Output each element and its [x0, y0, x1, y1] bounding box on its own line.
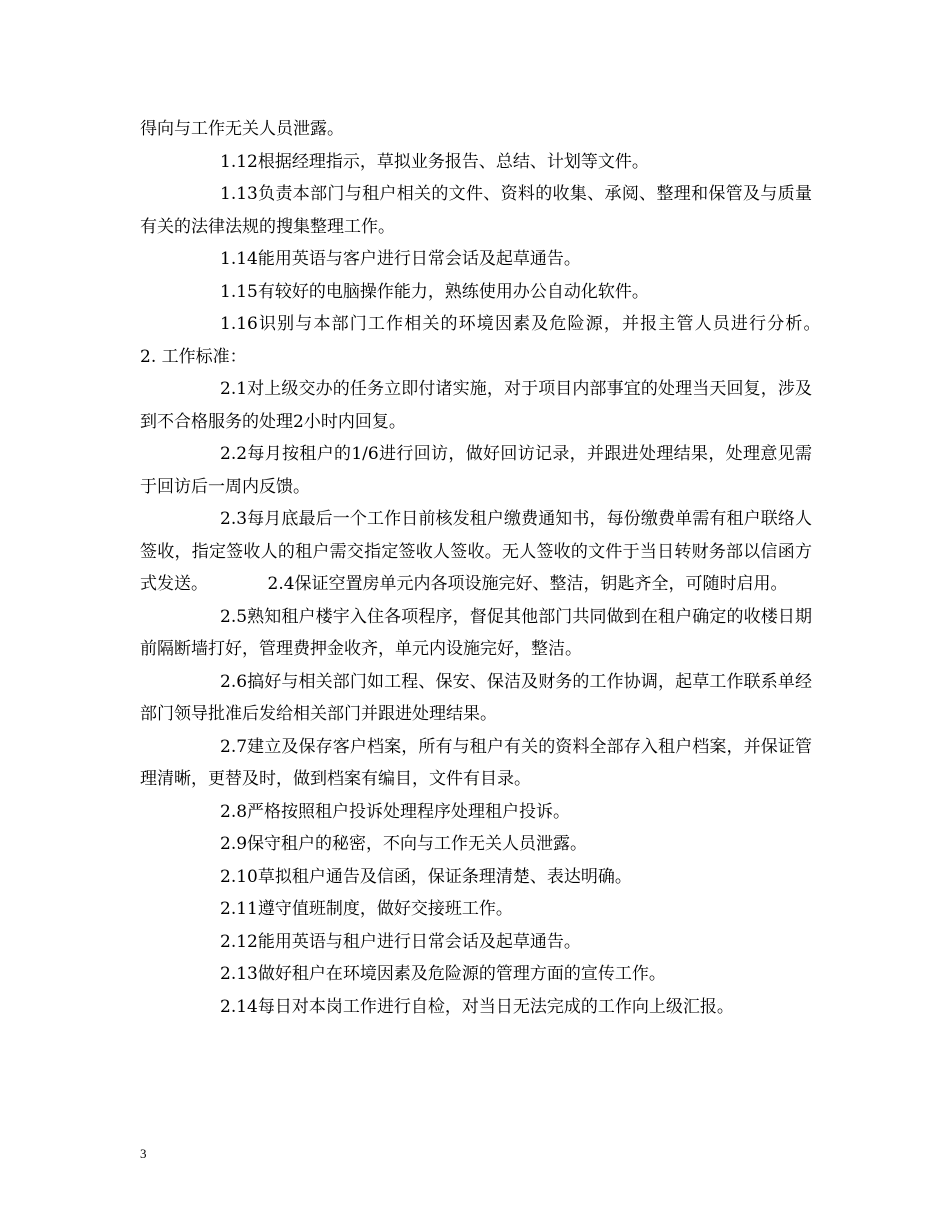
paragraph-12: 2.8严格按照租户投诉处理程序处理租户投诉。 [220, 801, 571, 822]
paragraph-5: 1.16识别与本部门工作相关的环境因素及危险源，并报主管人员进行分析。 2. 工作标准： [140, 314, 863, 367]
paragraph-18: 2.14每日对本岗工作进行自检，对当日无法完成的工作向上级汇报。 [220, 996, 734, 1017]
paragraph-15: 2.11遵守值班制度，做好交接班工作。 [220, 899, 513, 919]
paragraph-11: 2.7建立及保存客户档案，所有与租户有关的资料全部存入租户档案，并保证管理清晰，更替及时，做到档案有编目，文件有目录。 [140, 736, 812, 789]
paragraph-14: 2.10草拟租户通告及信函，保证条理清楚、表达明确。 [220, 866, 632, 887]
page-number: 3 [140, 1146, 147, 1161]
paragraph-8: 2.3每月底最后一个工作日前核发租户缴费通知书，每份缴费单需有租户联络人签收，指定签收人的租户需交指定签收人签收。无人签收的文件于当日转财务部以信函方式发送。 2.4保证空置房单元内各项设施完好、整洁，钥匙齐全，可随时启用。 [140, 509, 812, 594]
paragraph-1: 1.12根据经理指示，草拟业务报告、总结、计划等文件。 [220, 151, 649, 172]
paragraph-7: 2.2每月按租户的1/6进行回访，做好回访记录，并跟进处理结果，处理意见需于回访后一周内反馈。 [140, 444, 812, 497]
paragraph-3: 1.14能用英语与客户进行日常会话及起草通告。 [220, 249, 581, 269]
paragraph-16: 2.12能用英语与租户进行日常会话及起草通告。 [220, 931, 581, 952]
paragraph-9: 2.5熟知租户楼宇入住各项程序，督促其他部门共同做到在租户确定的收楼日期前隔断墙打好，管理费押金收齐，单元内设施完好，整洁。 [140, 606, 812, 659]
paragraph-13: 2.9保守租户的秘密，不向与工作无关人员泄露。 [220, 834, 588, 854]
paragraph-2: 1.13负责本部门与租户相关的文件、资料的收集、承阅、整理和保管及与质量有关的法律法规的搜集整理工作。 [140, 184, 812, 237]
paragraph-6: 2.1对上级交办的任务立即付诸实施，对于项目内部事宜的处理当天回复，涉及到不合格服务的处理2小时内回复。 [140, 379, 812, 432]
paragraph-10: 2.6搞好与相关部门如工程、保安、保洁及财务的工作协调，起草工作联系单经部门领导批准后发给相关部门并跟进处理结果。 [140, 671, 812, 724]
paragraph-17: 2.13做好租户在环境因素及危险源的管理方面的宣传工作。 [220, 964, 666, 984]
document-body [140, 113, 863, 1023]
paragraph-0: 得向与工作无关人员泄露。 [140, 119, 344, 139]
paragraph-4: 1.15有较好的电脑操作能力，熟练使用办公自动化软件。 [220, 281, 649, 302]
